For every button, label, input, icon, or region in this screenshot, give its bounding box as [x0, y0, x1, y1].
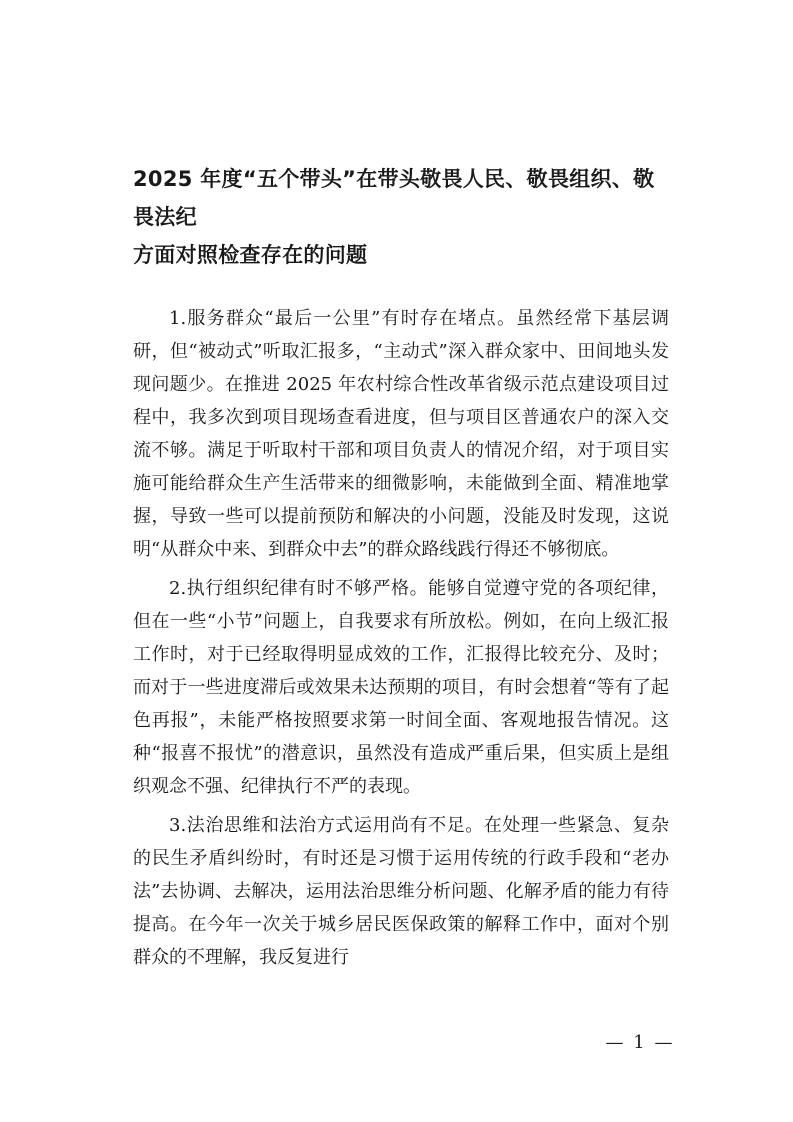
paragraph-1: 1.服务群众“最后一公里”有时存在堵点。虽然经常下基层调研，但“被动式”听取汇报多，“主动式”深入群众家中、田间地头发现问题少。在推进 2025 年农村综合性改革省级示范点建设项目过程中，我多次到项目现场查看进度，但与项目区普通农户的深入交流不够。满足于听取村干部和项目负责人的情况介绍，对于项目实施可能给群众生产生活带来的细微影响，未能做到全面、精准地掌握，导致一些可以提前预防和解决的小问题，没能及时发现，这说明“从群众中来、到群众中去”的群众路线践行得还不够彻底。 [133, 308, 669, 560]
paragraph-3: 3.法治思维和法治方式运用尚有不足。在处理一些紧急、复杂的民生矛盾纠纷时，有时还是习惯于运用传统的行政手段和“老办法”去协调、去解决，运用法治思维分析问题、化解矛盾的能力有待提高。在今年一次关于城乡居民医保政策的解释工作中，面对个别群众的不理解，我反复进行 [133, 815, 669, 968]
page-number: — 1 — [605, 1032, 675, 1053]
title-line-1: 2025 年度“五个带头”在带头敬畏人民、敬畏组织、敬畏法纪 [133, 167, 655, 229]
page-title [133, 160, 673, 274]
document-body [133, 302, 669, 980]
paragraph-2: 2.执行组织纪律有时不够严格。能够自觉遵守党的各项纪律，但在一些“小节”问题上，自我要求有所放松。例如，在向上级汇报工作时，对于已经取得明显成效的工作，汇报得比较充分、及时；而对于一些进度滞后或效果未达预期的项目，有时会想着“等有了起色再报”，未能严格按照要求第一时间全面、客观地报告情况。这种“报喜不报忧”的潜意识，虽然没有造成严重后果，但实质上是组织观念不强、纪律执行不严的表现。 [133, 578, 669, 797]
title-line-2: 方面对照检查存在的问题 [133, 243, 368, 267]
